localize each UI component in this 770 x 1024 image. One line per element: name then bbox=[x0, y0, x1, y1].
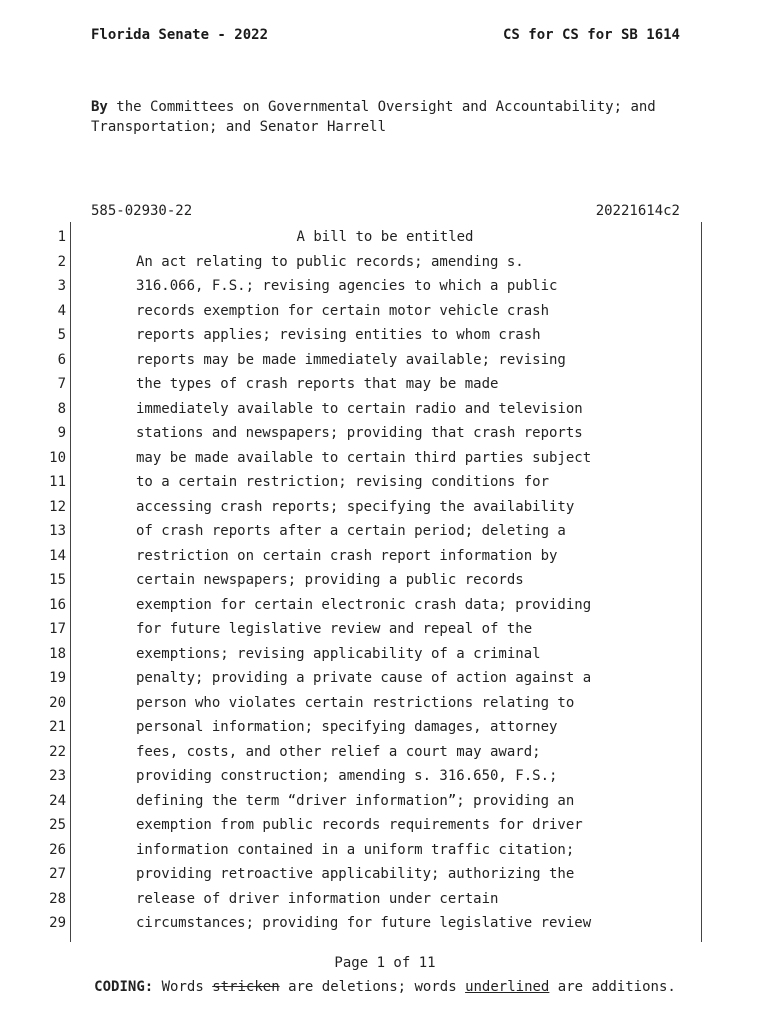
line-number: 17 bbox=[49, 621, 66, 637]
line-number: 26 bbox=[49, 841, 66, 858]
bill-line bbox=[0, 718, 770, 743]
line-text: for future legislative review and repeal of the bbox=[136, 621, 533, 637]
bill-line bbox=[0, 571, 770, 596]
bill-code: 20221614c2 bbox=[595, 203, 680, 219]
by-label: By bbox=[91, 99, 108, 115]
bill-line bbox=[0, 865, 770, 890]
line-number: 10 bbox=[49, 449, 66, 466]
sponsor-statement bbox=[91, 97, 711, 137]
sponsor-text: the Committees on Governmental Oversight and Accountability; and Transportation; and Senator Harrell bbox=[91, 99, 656, 135]
line-text: information contained in a uniform traffic citation; bbox=[136, 841, 575, 858]
line-text: to a certain restriction; revising conditions for bbox=[136, 474, 550, 490]
bill-line bbox=[0, 449, 770, 474]
bill-line bbox=[0, 326, 770, 351]
bill-line bbox=[0, 841, 770, 866]
line-text: restriction on certain crash report information by bbox=[136, 547, 558, 564]
coding-text-b: are deletions; words bbox=[279, 979, 466, 995]
bill-line bbox=[0, 645, 770, 670]
line-number: 11 bbox=[49, 474, 66, 490]
line-text: immediately available to certain radio and television bbox=[136, 400, 583, 417]
line-number: 16 bbox=[49, 596, 66, 613]
coding-legend bbox=[0, 979, 770, 995]
line-text: certain newspapers; providing a public records bbox=[136, 572, 524, 588]
line-text: person who violates certain restrictions relating to bbox=[136, 694, 575, 711]
line-number: 28 bbox=[49, 890, 66, 907]
line-text: 316.066, F.S.; revising agencies to which a public bbox=[136, 278, 558, 294]
line-number: 14 bbox=[49, 547, 66, 564]
line-number: 20 bbox=[49, 694, 66, 711]
bill-line bbox=[0, 424, 770, 449]
line-text: A bill to be entitled bbox=[296, 229, 474, 245]
line-text: exemption for certain electronic crash data; providing bbox=[136, 596, 592, 613]
line-text: An act relating to public records; amending s. bbox=[136, 253, 524, 270]
line-number: 8 bbox=[57, 400, 66, 417]
line-number: 7 bbox=[57, 376, 66, 392]
line-number: 6 bbox=[57, 351, 66, 368]
line-number: 18 bbox=[49, 645, 66, 662]
bill-line bbox=[0, 743, 770, 768]
line-number: 21 bbox=[49, 719, 66, 735]
line-text: the types of crash reports that may be made bbox=[136, 376, 499, 392]
bill-line bbox=[0, 351, 770, 376]
line-number: 25 bbox=[49, 817, 66, 833]
stricken-example: stricken bbox=[212, 979, 280, 995]
bill-line bbox=[0, 228, 770, 253]
line-text: release of driver information under certain bbox=[136, 890, 499, 907]
line-number: 2 bbox=[57, 253, 66, 270]
line-text: exemption from public records requirements for driver bbox=[136, 817, 583, 833]
line-text: of crash reports after a certain period; deleting a bbox=[136, 523, 566, 539]
line-text: records exemption for certain motor vehicle crash bbox=[136, 302, 550, 319]
bill-line bbox=[0, 277, 770, 302]
bill-line bbox=[0, 302, 770, 327]
bill-line bbox=[0, 522, 770, 547]
coding-text-c: are additions. bbox=[549, 979, 676, 995]
line-number: 29 bbox=[49, 915, 66, 931]
line-number: 27 bbox=[49, 866, 66, 882]
line-text: exemptions; revising applicability of a criminal bbox=[136, 645, 541, 662]
bill-line bbox=[0, 547, 770, 572]
bill-line bbox=[0, 792, 770, 817]
line-text: accessing crash reports; specifying the availability bbox=[136, 498, 575, 515]
bill-line bbox=[0, 473, 770, 498]
line-number: 15 bbox=[49, 572, 66, 588]
underlined-example: underlined bbox=[465, 979, 550, 995]
line-number: 13 bbox=[49, 523, 66, 539]
bill-number: CS for CS for SB 1614 bbox=[502, 27, 680, 43]
line-number: 12 bbox=[49, 498, 66, 515]
line-text: circumstances; providing for future legislative review bbox=[136, 915, 592, 931]
line-number: 19 bbox=[49, 670, 66, 686]
bill-line bbox=[0, 890, 770, 915]
draft-code: 585-02930-22 bbox=[91, 203, 193, 219]
bill-line bbox=[0, 669, 770, 694]
header-title: Florida Senate - 2022 bbox=[91, 27, 269, 43]
bill-line bbox=[0, 400, 770, 425]
line-text: defining the term “driver information”; providing an bbox=[136, 792, 575, 809]
bill-text bbox=[0, 228, 770, 939]
line-number: 23 bbox=[49, 768, 66, 784]
line-text: penalty; providing a private cause of action against a bbox=[136, 670, 592, 686]
bill-line bbox=[0, 620, 770, 645]
bill-line bbox=[0, 816, 770, 841]
bill-line bbox=[0, 694, 770, 719]
bill-line bbox=[0, 253, 770, 278]
line-text: may be made available to certain third parties subject bbox=[136, 449, 592, 466]
coding-text-a: Words bbox=[153, 979, 213, 995]
line-number: 4 bbox=[57, 302, 66, 319]
line-text: stations and newspapers; providing that crash reports bbox=[136, 425, 583, 441]
line-number: 22 bbox=[49, 743, 66, 760]
bill-line bbox=[0, 375, 770, 400]
bill-line bbox=[0, 767, 770, 792]
bill-line bbox=[0, 914, 770, 939]
coding-label: CODING: bbox=[94, 979, 154, 995]
line-number: 5 bbox=[57, 327, 66, 343]
line-text: reports may be made immediately available; revising bbox=[136, 351, 566, 368]
page-number: Page 1 of 11 bbox=[334, 955, 436, 971]
line-number: 9 bbox=[57, 425, 66, 441]
line-text: reports applies; revising entities to whom crash bbox=[136, 327, 541, 343]
bill-line bbox=[0, 596, 770, 621]
line-number: 3 bbox=[57, 278, 66, 294]
line-number: 24 bbox=[49, 792, 66, 809]
line-text: fees, costs, and other relief a court may award; bbox=[136, 743, 541, 760]
line-text: personal information; specifying damages, attorney bbox=[136, 719, 558, 735]
line-text: providing construction; amending s. 316.650, F.S.; bbox=[136, 768, 558, 784]
line-text: providing retroactive applicability; authorizing the bbox=[136, 866, 575, 882]
line-number: 1 bbox=[57, 229, 66, 245]
bill-line bbox=[0, 498, 770, 523]
